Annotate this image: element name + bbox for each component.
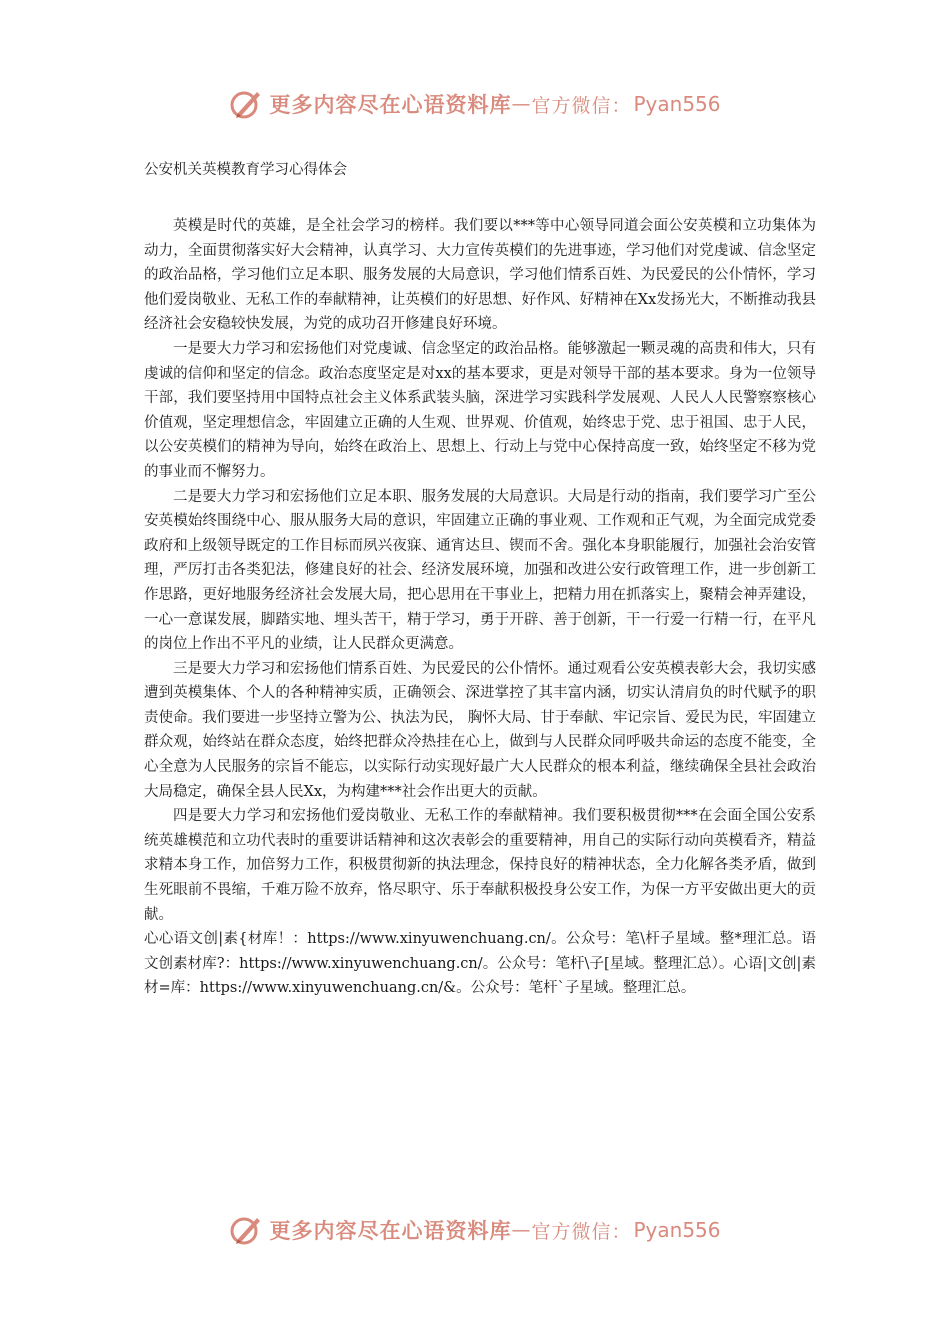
banner-dash: — xyxy=(511,93,532,115)
paragraph-two: 二是要大力学习和宏扬他们立足本职、服务发展的大局意识。大局是行动的指南，我们要学习广至公安英模始终围绕中心、服从服务大局的意识，牢固建立正确的事业观、工作观和正气观，为全面完成党委政府和上级领导既定的工作目标而夙兴夜寐、通宵达旦、锲而不舍。强化本身职能履行，加强社会治安管理，严厉打击各类犯法，修建良好的社会、经济发展环境，加强和改进公安行政管理工作，进一步创新工作思路，更好地服务经济社会发展大局，把心思用在干事业上，把精力用在抓落实上，聚精会神弄建设，一心一意谋发展，脚踏实地、埋头苦干，精于学习，勇于开辟、善于创新，干一行爱一行精一行，在平凡的岗位上作出不平凡的业绩，让人民群众更满意。 xyxy=(144,488,816,653)
paragraph-intro: 英模是时代的英雄，是全社会学习的榜样。我们要以***等中心领导同道会面公安英模和立功集体为动力，全面贯彻落实好大会精神，认真学习、大力宣传英模们的先进事迹，学习他们对党虔诚、信念坚定的政治品格，学习他们立足本职、服务发展的大局意识，学习他们情系百姓、为民爱民的公仆情怀，学习他们爱岗敬业、无私工作的奉献精神，让英模们的好思想、好作风、好精神在Xx发扬光大，不断推动我县经济社会安稳较快发展，为党的成功召开修建良好环境。 xyxy=(144,218,816,333)
top-banner xyxy=(0,84,950,124)
paragraph-one: 一是要大力学习和宏扬他们对党虔诚、信念坚定的政治品格。能够激起一颗灵魂的高贵和伟大，只有虔诚的信仰和坚定的信念。政治态度坚定是对xx的基本要求，更是对领导干部的基本要求。身为一位领导干部，我们要坚持用中国特点社会主义体系武装头脑，深进学习实践科学发展观、人民人人民警察察核心价值观，坚定理想信念，牢固建立正确的人生观、世界观、价值观，始终忠于党、忠于祖国、忠于人民，以公安英模们的精神为导向，始终在政治上、思想上、行动上与党中心保持高度一致，始终坚定不移为党的事业而不懈努力。 xyxy=(144,340,816,480)
banner-sub-text: 官方微信： xyxy=(531,1220,632,1243)
document-title: 公安机关英模教育学习心得体会 xyxy=(144,162,347,178)
bottom-banner xyxy=(0,1210,950,1250)
banner-wechat-id: Pyan556 xyxy=(633,1218,721,1242)
banner-wechat-id: Pyan556 xyxy=(633,92,721,116)
pen-logo-icon xyxy=(229,87,263,121)
document-body xyxy=(144,214,816,1001)
pen-logo-icon xyxy=(229,1213,263,1247)
banner-dash: — xyxy=(511,1219,532,1241)
source-note: 心心语文创|素{材库！：https://www.xinyuwenchuang.cn/。公众号：笔\杆子星域。整*理汇总。语文创素材库?：https://www.xinyuwenchuang.cn/。公众号：笔杆\子[星域。整理汇总）。心语|文创|素材=库：https://www.xinyuwenchuang.cn/&。公众号：笔杆`子星域。整理汇总。 xyxy=(144,931,816,997)
banner-sub-text: 官方微信： xyxy=(531,94,632,117)
banner-main-text: 更多内容尽在心语资料库 xyxy=(269,92,512,117)
banner-main-text: 更多内容尽在心语资料库 xyxy=(269,1218,512,1243)
paragraph-three: 三是要大力学习和宏扬他们情系百姓、为民爱民的公仆情怀。通过观看公安英模表彰大会，我切实感遭到英模集体、个人的各种精神实质，正确领会、深进掌控了其丰富内涵，切实认清肩负的时代赋予的职责使命。我们要进一步坚持立警为公、执法为民， 胸怀大局、甘于奉献、牢记宗旨、爱民为民，牢固建立群众观，始终站在群众态度，始终把群众冷热挂在心上，做到与人民群众同呼吸共命运的态度不能变，全心全意为人民服务的宗旨不能忘，以实际行动实现好最广大人民群众的根本利益，继续确保全县社会政治大局稳定，确保全县人民Xx，为构建***社会作出更大的贡献。 xyxy=(144,660,816,800)
paragraph-four: 四是要大力学习和宏扬他们爱岗敬业、无私工作的奉献精神。我们要积极贯彻***在会面全国公安系统英雄模范和立功代表时的重要讲话精神和这次表彰会的重要精神，用自己的实际行动向英模看齐，精益求精本身工作，加倍努力工作，积极贯彻新的执法理念，保持良好的精神状态，全力化解各类矛盾，做到生死眼前不畏缩，千难万险不放弃，恪尽职守、乐于奉献积极投身公安工作，为保一方平安做出更大的贡献。 xyxy=(144,808,816,923)
